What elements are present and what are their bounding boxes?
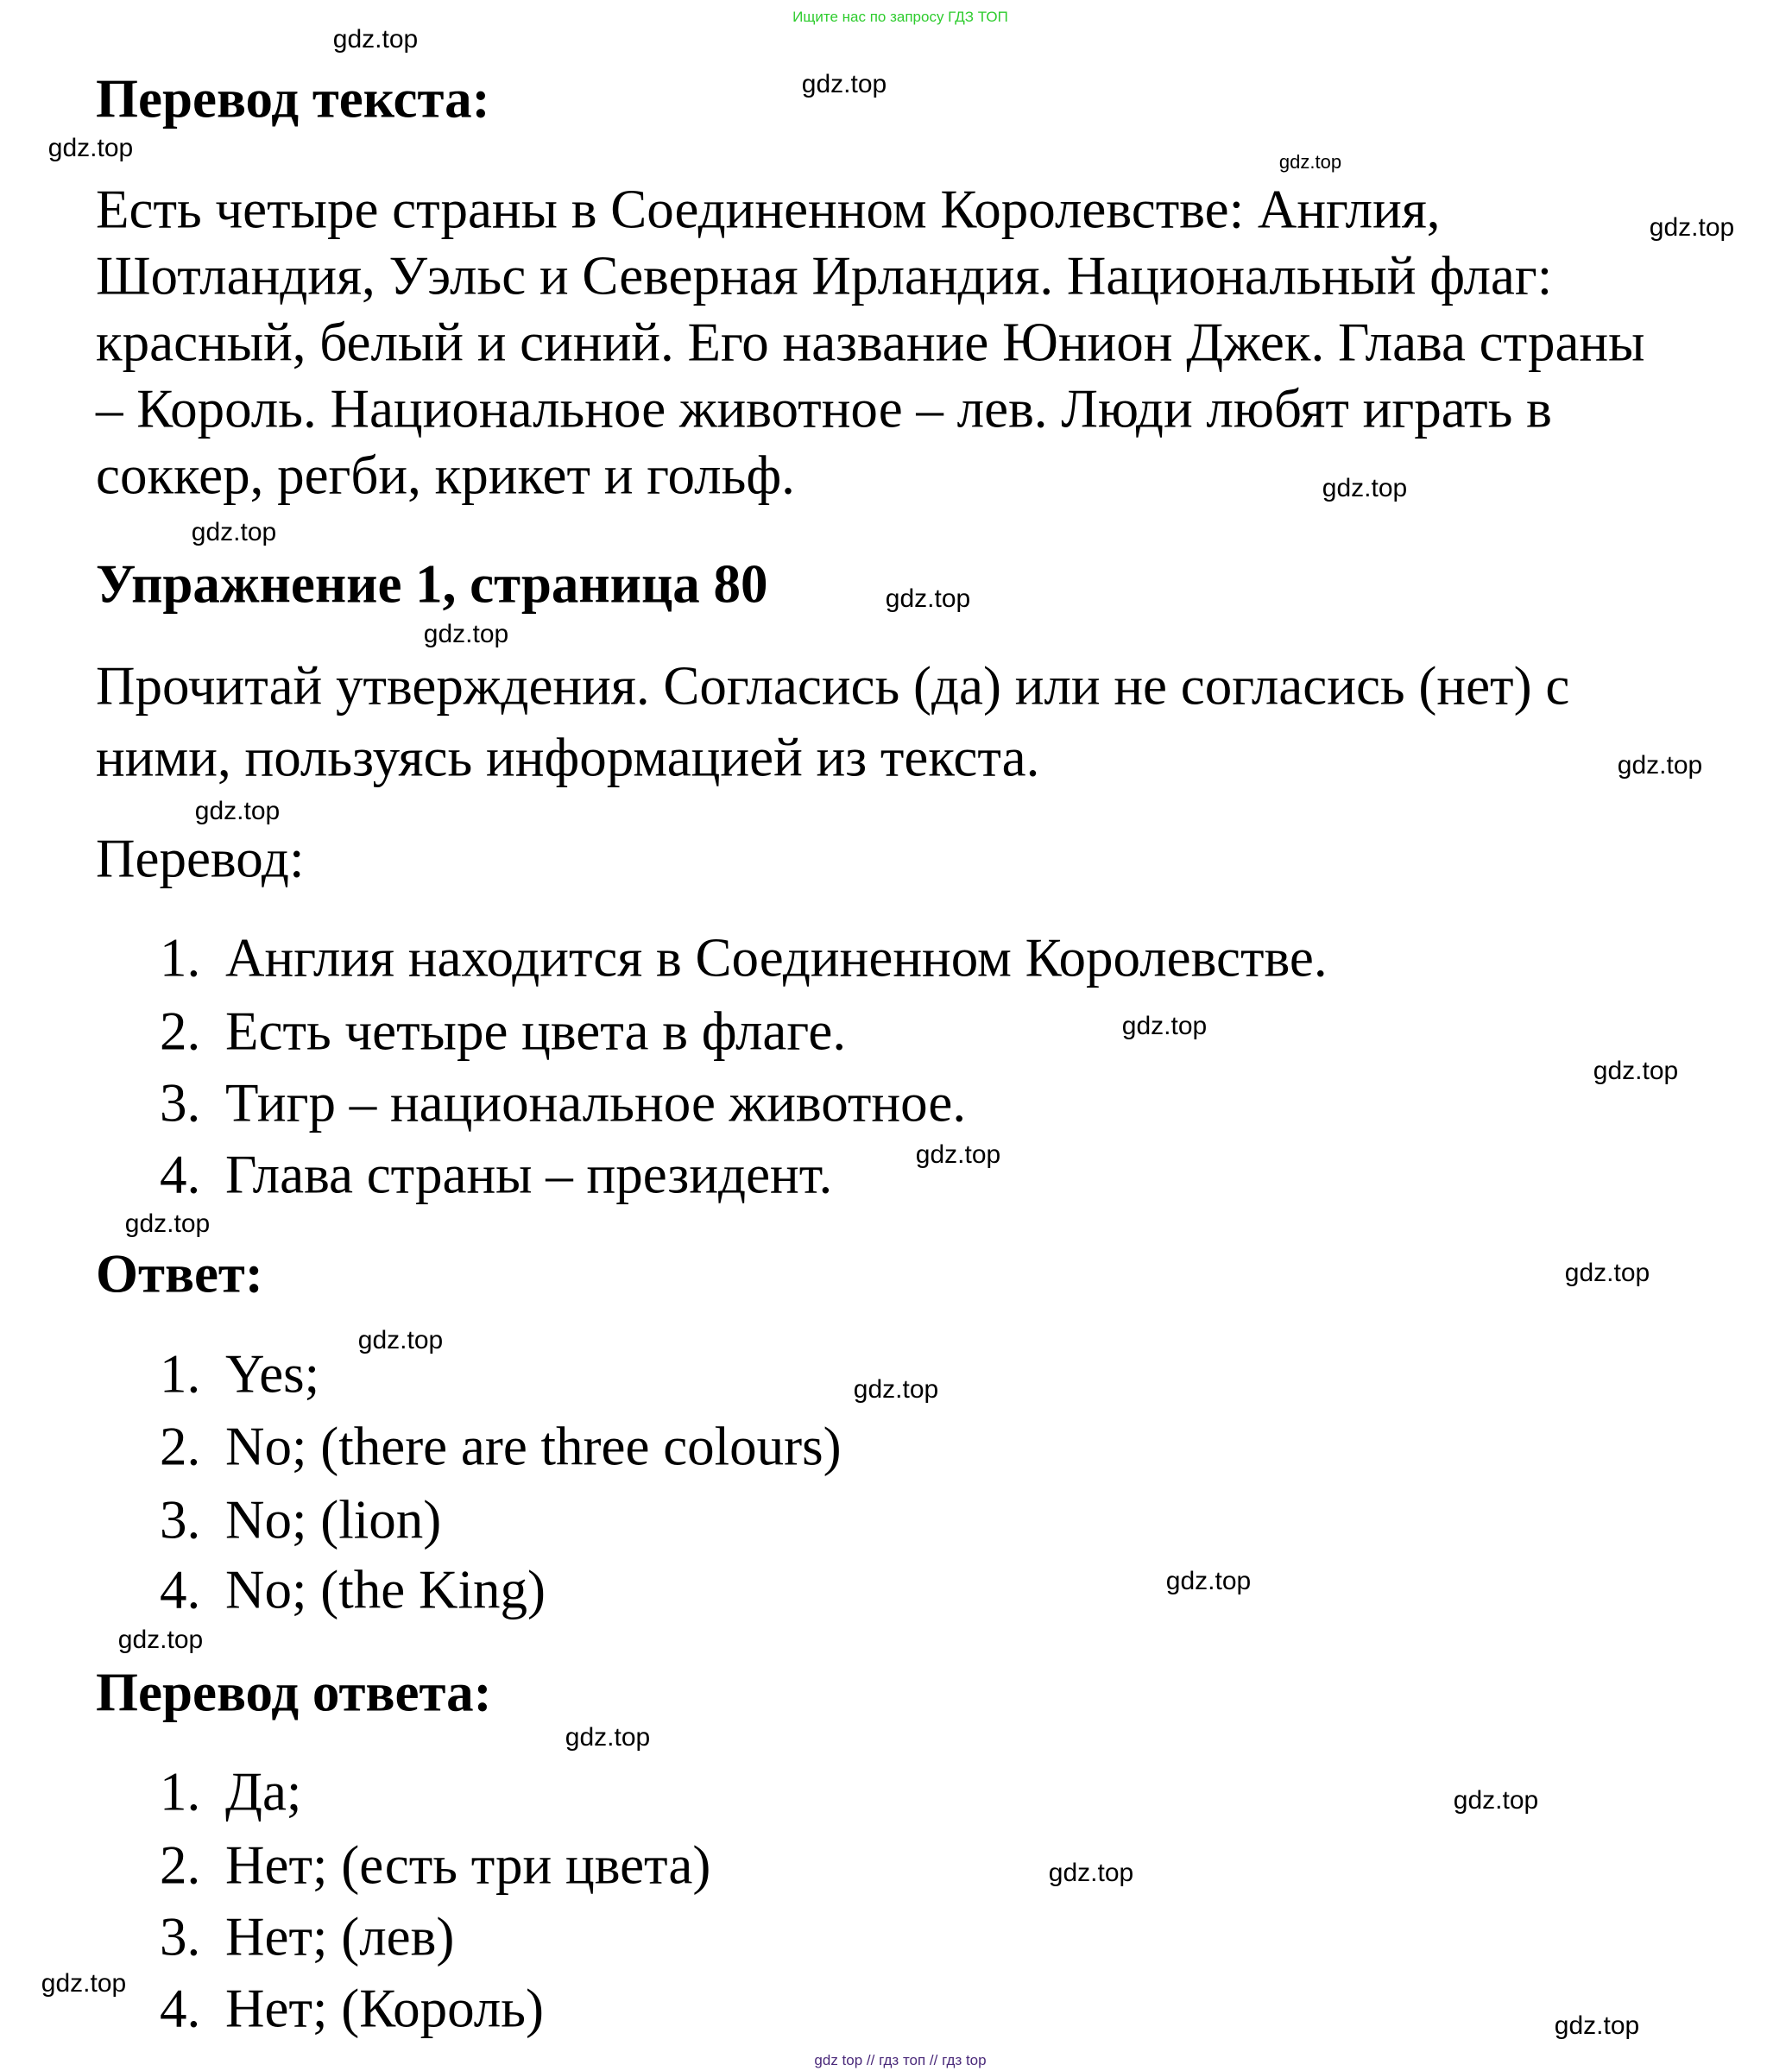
watermark: gdz.top xyxy=(194,797,281,825)
bottom-banner: gdz top // гдз топ // гдз top xyxy=(814,2052,987,2068)
watermark: gdz.top xyxy=(41,1969,127,1998)
watermark: gdz.top xyxy=(1322,474,1408,502)
list-number: 4. xyxy=(160,1144,201,1205)
translation-line: соккер, регби, крикет и гольф. xyxy=(96,445,795,506)
translation-label: Перевод: xyxy=(96,828,305,889)
watermark: gdz.top xyxy=(1564,1259,1650,1287)
watermark: gdz.top xyxy=(124,1209,211,1238)
watermark: gdz.top xyxy=(117,1626,204,1654)
translation-line: – Король. Национальное животное – лев. Люди любят играть в xyxy=(96,378,1552,439)
list-item: No; (there are three colours) xyxy=(225,1416,842,1477)
watermark: gdz.top xyxy=(853,1375,939,1404)
watermark: gdz.top xyxy=(191,518,277,546)
answer-translation-heading: Перевод ответа: xyxy=(96,1662,492,1723)
top-banner: Ищите нас по запросу ГДЗ ТОП xyxy=(792,9,1008,25)
watermark: gdz.top xyxy=(565,1723,651,1752)
list-item: Глава страны – президент. xyxy=(225,1144,833,1205)
list-number: 3. xyxy=(160,1489,201,1550)
watermark: gdz.top xyxy=(1593,1057,1679,1085)
exercise-heading: Упражнение 1, страница 80 xyxy=(96,553,768,615)
watermark: gdz.top xyxy=(357,1326,444,1354)
list-item: Да; xyxy=(225,1761,302,1822)
watermark: gdz.top xyxy=(1453,1786,1539,1815)
list-number: 2. xyxy=(160,1001,201,1062)
list-number: 2. xyxy=(160,1834,201,1896)
watermark: gdz.top xyxy=(423,620,509,648)
translation-line: Шотландия, Уэльс и Северная Ирландия. Национальный флаг: xyxy=(96,245,1553,306)
list-number: 1. xyxy=(160,1761,201,1822)
watermark: gdz.top xyxy=(332,25,419,54)
task-line: Прочитай утверждения. Согласись (да) или не согласись (нет) с xyxy=(96,655,1570,717)
watermark: gdz.top xyxy=(47,134,134,162)
watermark: gdz.top xyxy=(1278,151,1342,173)
list-number: 3. xyxy=(160,1072,201,1133)
list-number: 2. xyxy=(160,1416,201,1477)
watermark: gdz.top xyxy=(1617,751,1703,780)
answer-heading: Ответ: xyxy=(96,1243,263,1304)
watermark: gdz.top xyxy=(801,70,887,98)
translation-line: Есть четыре страны в Соединенном Королевстве: Англия, xyxy=(96,179,1441,240)
list-number: 4. xyxy=(160,1559,201,1620)
watermark: gdz.top xyxy=(1165,1567,1252,1595)
list-item: Нет; (есть три цвета) xyxy=(225,1834,711,1896)
watermark: gdz.top xyxy=(1121,1012,1208,1040)
list-item: Нет; (Король) xyxy=(225,1978,544,2039)
watermark: gdz.top xyxy=(915,1140,1001,1169)
task-line: ними, пользуясь информацией из текста. xyxy=(96,727,1040,788)
list-item: Тигр – национальное животное. xyxy=(225,1072,967,1133)
list-item: Нет; (лев) xyxy=(225,1906,455,1967)
list-item: Есть четыре цвета в флаге. xyxy=(225,1001,847,1062)
list-item: No; (the King) xyxy=(225,1559,546,1620)
watermark: gdz.top xyxy=(1554,2011,1640,2040)
list-number: 1. xyxy=(160,1343,201,1405)
list-number: 3. xyxy=(160,1906,201,1967)
translation-heading: Перевод текста: xyxy=(96,68,490,129)
translation-line: красный, белый и синий. Его название Юнион Джек. Глава страны xyxy=(96,312,1645,373)
list-item: Yes; xyxy=(225,1343,320,1405)
watermark: gdz.top xyxy=(885,584,971,613)
list-number: 1. xyxy=(160,927,201,988)
list-item: No; (lion) xyxy=(225,1489,442,1550)
watermark: gdz.top xyxy=(1048,1859,1134,1887)
list-item: Англия находится в Соединенном Королевстве. xyxy=(225,927,1328,988)
watermark: gdz.top xyxy=(1649,213,1735,242)
list-number: 4. xyxy=(160,1978,201,2039)
